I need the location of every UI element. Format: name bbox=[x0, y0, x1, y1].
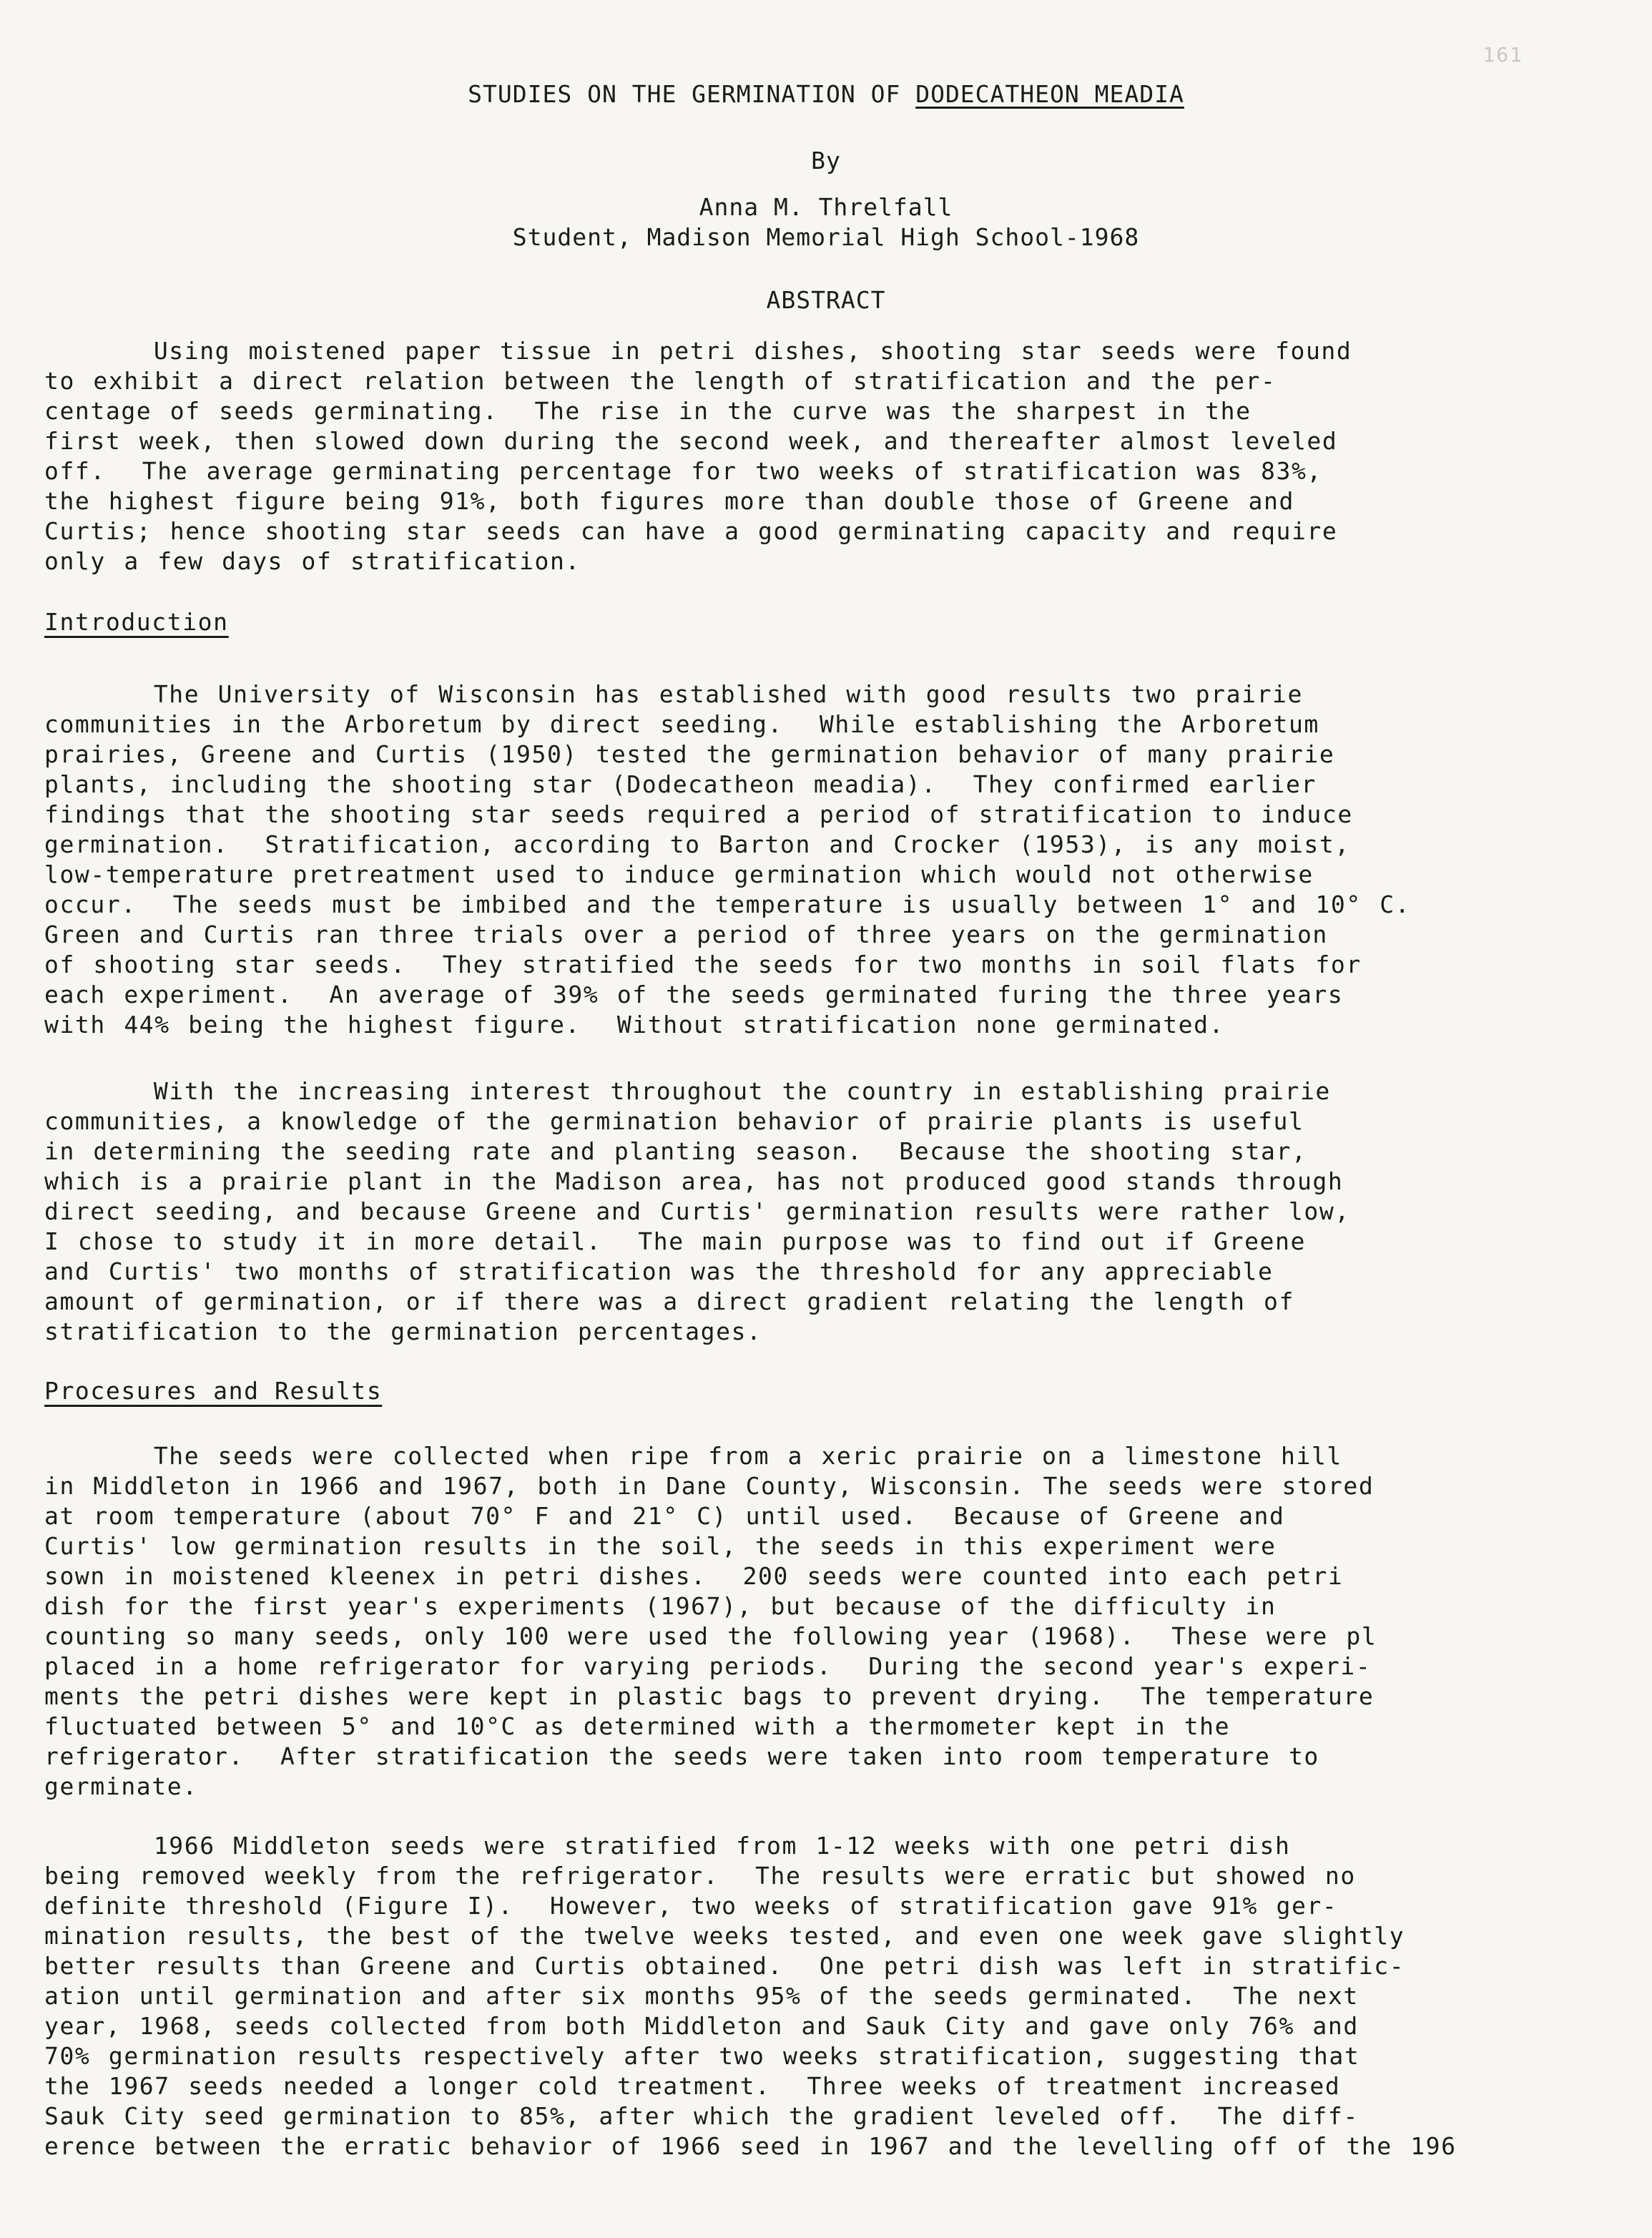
author-name: Anna M. Threlfall bbox=[699, 193, 953, 221]
page-number: 161 bbox=[1483, 43, 1523, 67]
introduction-paragraph-2: With the increasing interest throughout the country in establishing prairie communities, a knowledge of the germination behavior of prairie plants is useful in determining the seeding rate and planting season. Because the shooting star, which is a prairie plant in the Madison area, has not produced good stands through direct seeding, and because Greene and Curtis' germination results were rather low, I chose to study it in more detail. The main purpose was to find out if Greene and Curtis' two months of stratification was the threshold for any appreciable amount of germination, or if there was a direct gradient relating the length of stratification to the germination percentages. bbox=[44, 1077, 1350, 1345]
abstract-heading: ABSTRACT bbox=[766, 286, 886, 314]
byline: By bbox=[811, 147, 841, 175]
introduction-paragraph-1: The University of Wisconsin has established with good results two prairie communities in the Arboretum by direct seeding. While establishing the Arboretum prairies, Greene and Curtis (1950) tested the germination behavior of many prairie plants, including the shooting star (Dodecatheon meadia). They confirmed earlier findings that the shooting star seeds required a period of stratification to induce germination. Stratification, according to Barton and Crocker (1953), is any moist, low-temperature pretreatment used to induce germination which would not otherwise occur. The seeds must be imbibed and the temperature is usually between 1° and 10° C. Green and Curtis ran three trials over a period of three years on the germination of shooting star seeds. They stratified the seeds for two months in soil flats for each experiment. An average of 39% of the seeds germinated furing the three years with 44% being the highest figure. Without stratification none germinated. bbox=[44, 680, 1411, 1039]
introduction-heading: Introduction bbox=[44, 608, 229, 636]
title-prefix: STUDIES ON THE GERMINATION OF bbox=[468, 80, 916, 108]
author-affiliation: Student, Madison Memorial High School-1968 bbox=[512, 223, 1140, 251]
paper-title bbox=[0, 80, 1652, 108]
procedures-paragraph-2: 1966 Middleton seeds were stratified from 1-12 weeks with one petri dish being removed weekly from the refrigerator. The results were erratic but showed no definite threshold (Figure I). However, two weeks of stratification gave 91% ger- mination results, the best of the twelve weeks tested, and even one week gave slightly better results than Greene and Curtis obtained. One petri dish was left in stratific- ation until germination and after six months 95% of the seeds germinated. The next year, 1968, seeds collected from both Middleton and Sauk City and gave only 76% and 70% germination results respectively after two weeks stratification, suggesting that the 1967 seeds needed a longer cold treatment. Three weeks of treatment increased Sauk City seed germination to 85%, after which the gradient leveled off. The diff- erence between the erratic behavior of 1966 seed in 1967 and the levelling off of the 196 bbox=[44, 1832, 1457, 2160]
procedures-heading: Procesures and Results bbox=[44, 1377, 383, 1405]
procedures-paragraph-1: The seeds were collected when ripe from a xeric prairie on a limestone hill in Middleton in 1966 and 1967, both in Dane County, Wisconsin. The seeds were stored at room temperature (about 70° F and 21° C) until used. Because of Greene and Curtis' low germination results in the soil, the seeds in this experiment were sown in moistened kleenex in petri dishes. 200 seeds were counted into each petri dish for the first year's experiments (1967), but because of the difficulty in counting so many seeds, only 100 were used the following year (1968). These were pl placed in a home refrigerator for varying periods. During the second year's experi- ments the petri dishes were kept in plastic bags to prevent drying. The temperature fluctuated between 5° and 10°C as determined with a thermometer kept in the refrigerator. After stratification the seeds were taken into room temperature to germinate. bbox=[44, 1442, 1377, 1800]
abstract-text: Using moistened paper tissue in petri dishes, shooting star seeds were found to exhibit a direct relation between the length of stratification and the per- centage of seeds germinating. The rise in the curve was the sharpest in the first week, then slowed down during the second week, and thereafter almost leveled off. The average germinating percentage for two weeks of stratification was 83%, the highest figure being 91%, both figures more than double those of Greene and Curtis; hence shooting star seeds can have a good germinating capacity and require only a few days of stratification. bbox=[44, 337, 1352, 575]
title-species: DODECATHEON MEADIA bbox=[915, 80, 1184, 108]
